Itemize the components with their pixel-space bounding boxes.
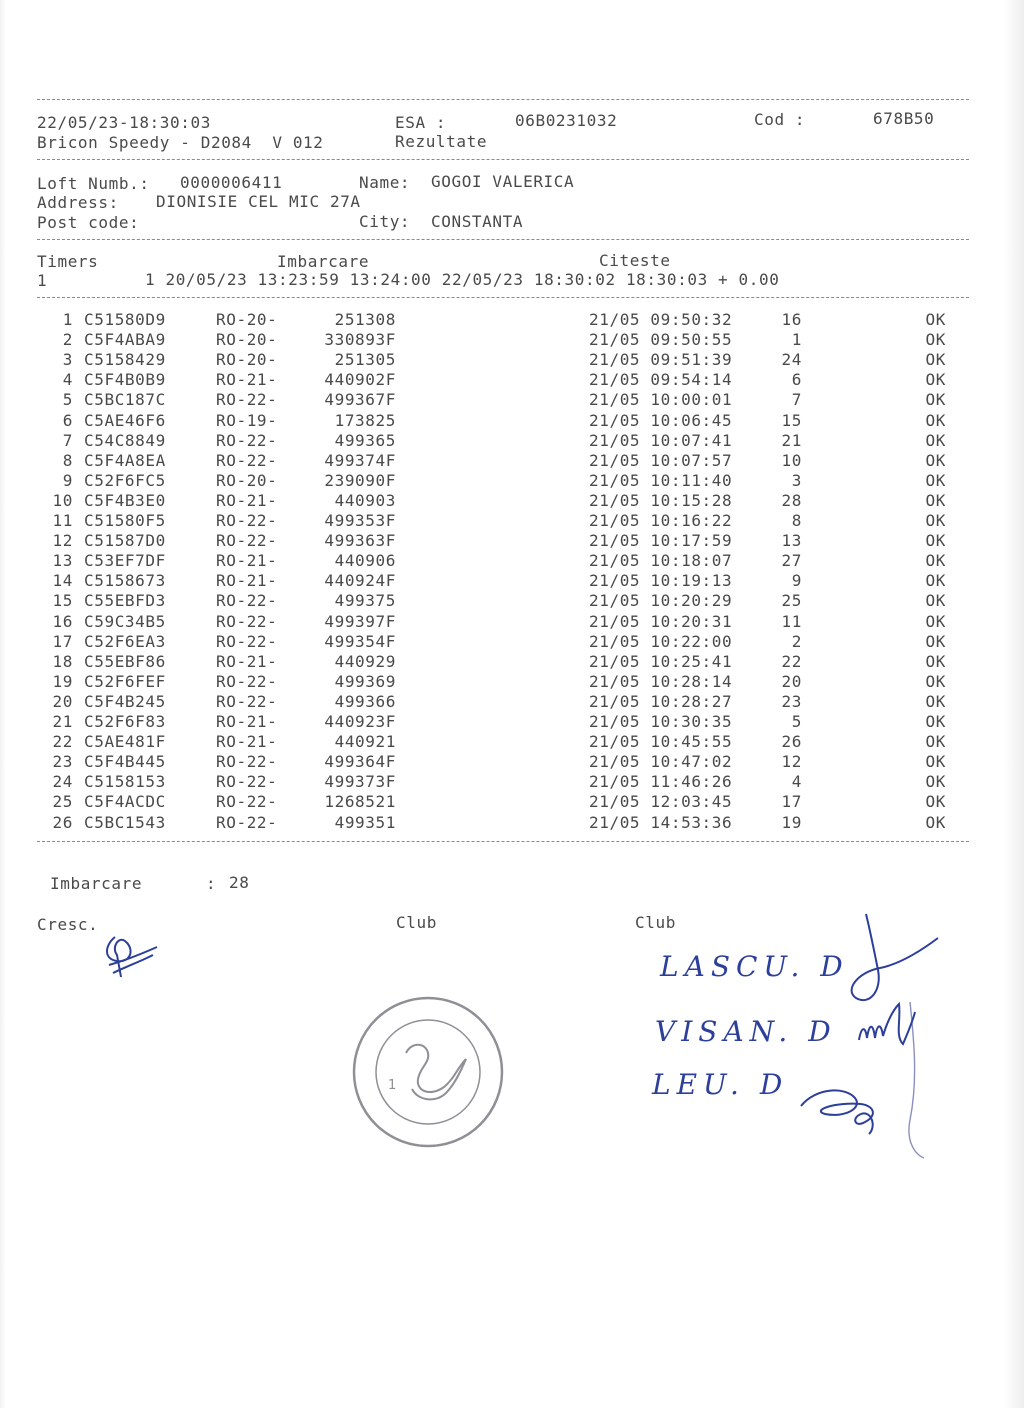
arrival-time: 21/05 10:15:28 bbox=[589, 490, 733, 510]
address-label: Address: bbox=[37, 193, 119, 212]
club-stamp bbox=[348, 993, 508, 1151]
chip-id: C5158673 bbox=[84, 571, 166, 591]
club-label-1: Club bbox=[396, 913, 437, 932]
chip-id: C53EF7DF bbox=[84, 551, 166, 571]
ring-number: 440929 bbox=[334, 651, 396, 671]
row-number: 26 bbox=[52, 812, 73, 832]
cresc-label: Cresc. bbox=[37, 915, 99, 934]
chip-id: C52F6F83 bbox=[84, 712, 166, 731]
row-number: 18 bbox=[52, 651, 73, 671]
status-ok: OK bbox=[925, 712, 946, 731]
imbarcare-header: Imbarcare bbox=[277, 252, 370, 271]
arrival-time: 21/05 10:20:31 bbox=[589, 611, 733, 631]
place: 5 bbox=[791, 712, 802, 731]
row-number: 11 bbox=[52, 511, 73, 530]
ring-number: 251305 bbox=[334, 350, 396, 370]
table-row bbox=[0, 632, 1000, 652]
status-ok: OK bbox=[925, 611, 946, 631]
ring-number: 499354F bbox=[324, 631, 396, 651]
chip-id: C5F4ACDC bbox=[84, 792, 166, 812]
row-number: 25 bbox=[52, 792, 73, 812]
ring-series: RO-21- bbox=[216, 712, 278, 731]
report-title: Rezultate bbox=[395, 132, 488, 151]
loft-value: 0000006411 bbox=[180, 173, 283, 192]
ring-series: RO-22- bbox=[216, 390, 278, 410]
table-row bbox=[0, 531, 1000, 551]
table-row bbox=[0, 752, 1000, 772]
arrival-time: 21/05 10:18:07 bbox=[589, 551, 733, 571]
chip-id: C5158153 bbox=[84, 772, 166, 792]
arrival-time: 21/05 09:51:39 bbox=[589, 350, 733, 370]
arrival-time: 21/05 10:16:22 bbox=[589, 511, 733, 530]
row-number: 20 bbox=[52, 691, 73, 711]
arrival-time: 21/05 09:50:32 bbox=[589, 310, 733, 329]
place: 8 bbox=[791, 511, 802, 530]
ring-number: 440903 bbox=[334, 490, 396, 510]
status-ok: OK bbox=[925, 752, 946, 772]
ring-series: RO-22- bbox=[216, 812, 278, 832]
ring-number: 440902F bbox=[324, 370, 396, 390]
ring-number: 1268521 bbox=[324, 792, 396, 812]
timer-number: 1 bbox=[37, 271, 48, 290]
chip-id: C55EBF86 bbox=[84, 651, 166, 671]
imbarcare-total-value: 28 bbox=[229, 873, 250, 892]
ring-series: RO-22- bbox=[216, 772, 278, 792]
status-ok: OK bbox=[925, 350, 946, 370]
chip-id: C5F4B245 bbox=[84, 691, 166, 711]
arrival-time: 21/05 14:53:36 bbox=[589, 812, 733, 832]
cod-label: Cod : bbox=[754, 110, 806, 129]
ring-series: RO-22- bbox=[216, 691, 278, 711]
place: 17 bbox=[781, 792, 802, 812]
status-ok: OK bbox=[925, 390, 946, 410]
place: 13 bbox=[781, 531, 802, 551]
row-number: 6 bbox=[62, 410, 73, 430]
table-row bbox=[0, 732, 1000, 752]
row-number: 9 bbox=[62, 470, 73, 490]
ring-number: 251308 bbox=[334, 310, 396, 329]
arrival-time: 21/05 10:00:01 bbox=[589, 390, 733, 410]
imbarcare-total-sep: : bbox=[206, 874, 217, 893]
ring-number: 173825 bbox=[334, 410, 396, 430]
status-ok: OK bbox=[925, 370, 946, 390]
row-number: 7 bbox=[62, 430, 73, 450]
table-row bbox=[0, 571, 1000, 591]
status-ok: OK bbox=[925, 511, 946, 530]
place: 16 bbox=[781, 310, 802, 329]
ring-number: 499369 bbox=[334, 671, 396, 691]
arrival-time: 21/05 10:28:27 bbox=[589, 691, 733, 711]
ring-number: 440906 bbox=[334, 551, 396, 571]
row-number: 23 bbox=[52, 752, 73, 772]
row-number: 19 bbox=[52, 671, 73, 691]
table-row bbox=[0, 772, 1000, 792]
club-label-2: Club bbox=[635, 913, 676, 932]
chip-id: C5F4A8EA bbox=[84, 450, 166, 470]
ring-number: 499353F bbox=[324, 511, 396, 530]
row-number: 3 bbox=[62, 350, 73, 370]
row-number: 22 bbox=[52, 732, 73, 752]
ring-number: 499366 bbox=[334, 691, 396, 711]
table-row bbox=[0, 813, 1000, 833]
place: 4 bbox=[791, 772, 802, 792]
status-ok: OK bbox=[925, 430, 946, 450]
place: 12 bbox=[781, 752, 802, 772]
ring-series: RO-21- bbox=[216, 732, 278, 752]
ring-series: RO-22- bbox=[216, 591, 278, 611]
ring-series: RO-22- bbox=[216, 611, 278, 631]
timers-label: Timers bbox=[37, 252, 99, 271]
place: 3 bbox=[791, 470, 802, 490]
ring-number: 499375 bbox=[334, 591, 396, 611]
chip-id: C5F4B0B9 bbox=[84, 370, 166, 390]
place: 11 bbox=[781, 611, 802, 631]
row-number: 5 bbox=[62, 390, 73, 410]
device-info: Bricon Speedy - D2084 V 012 bbox=[37, 133, 324, 152]
citeste-header: Citeste bbox=[599, 251, 671, 270]
city-label: City: bbox=[359, 212, 411, 231]
chip-id: C59C34B5 bbox=[84, 611, 166, 631]
ring-number: 499397F bbox=[324, 611, 396, 631]
chip-id: C52F6FEF bbox=[84, 671, 166, 691]
place: 20 bbox=[781, 671, 802, 691]
handwritten-name-1: LASCU. D bbox=[660, 950, 849, 983]
place: 19 bbox=[781, 812, 802, 832]
table-row bbox=[0, 551, 1000, 571]
status-ok: OK bbox=[925, 310, 946, 329]
ring-series: RO-22- bbox=[216, 752, 278, 772]
separator-line bbox=[37, 239, 969, 240]
ring-number: 440924F bbox=[324, 571, 396, 591]
place: 6 bbox=[791, 370, 802, 390]
row-number: 24 bbox=[52, 772, 73, 792]
ring-series: RO-22- bbox=[216, 511, 278, 530]
chip-id: C51580D9 bbox=[84, 310, 166, 329]
status-ok: OK bbox=[925, 470, 946, 490]
stamp-number: 1 bbox=[388, 1078, 397, 1093]
arrival-time: 21/05 10:17:59 bbox=[589, 531, 733, 551]
status-ok: OK bbox=[925, 591, 946, 611]
chip-id: C5F4ABA9 bbox=[84, 330, 166, 350]
arrival-time: 21/05 10:45:55 bbox=[589, 732, 733, 752]
ring-number: 499373F bbox=[324, 772, 396, 792]
chip-id: C55EBFD3 bbox=[84, 591, 166, 611]
status-ok: OK bbox=[925, 732, 946, 752]
esa-value: 06B0231032 bbox=[515, 111, 618, 130]
timer-line: 1 20/05/23 13:23:59 13:24:00 22/05/23 18:30:02 18:30:03 + 0.00 bbox=[145, 270, 780, 289]
row-number: 16 bbox=[52, 611, 73, 631]
ring-number: 499367F bbox=[324, 390, 396, 410]
ring-series: RO-20- bbox=[216, 310, 278, 329]
place: 24 bbox=[781, 350, 802, 370]
ring-number: 499363F bbox=[324, 531, 396, 551]
name-label: Name: bbox=[359, 173, 411, 192]
ring-number: 499365 bbox=[334, 430, 396, 450]
place: 28 bbox=[781, 490, 802, 510]
row-number: 15 bbox=[52, 591, 73, 611]
ring-series: RO-22- bbox=[216, 531, 278, 551]
place: 10 bbox=[781, 450, 802, 470]
row-number: 8 bbox=[62, 450, 73, 470]
name-value: GOGOI VALERICA bbox=[431, 172, 575, 191]
ring-series: RO-20- bbox=[216, 330, 278, 350]
ring-series: RO-20- bbox=[216, 470, 278, 490]
arrival-time: 21/05 10:47:02 bbox=[589, 752, 733, 772]
chip-id: C5158429 bbox=[84, 350, 166, 370]
chip-id: C5AE481F bbox=[84, 732, 166, 752]
address-value: DIONISIE CEL MIC 27A bbox=[156, 192, 361, 211]
status-ok: OK bbox=[925, 531, 946, 551]
row-number: 12 bbox=[52, 531, 73, 551]
chip-id: C5BC1543 bbox=[84, 812, 166, 832]
esa-label: ESA : bbox=[395, 113, 447, 132]
loft-label: Loft Numb.: bbox=[37, 174, 150, 193]
club-signature-2 bbox=[855, 1000, 925, 1060]
arrival-time: 21/05 10:19:13 bbox=[589, 571, 733, 591]
breeder-signature bbox=[95, 925, 165, 985]
chip-id: C51580F5 bbox=[84, 511, 166, 530]
status-ok: OK bbox=[925, 330, 946, 350]
arrival-time: 21/05 11:46:26 bbox=[589, 772, 733, 792]
place: 15 bbox=[781, 410, 802, 430]
place: 9 bbox=[791, 571, 802, 591]
ring-series: RO-20- bbox=[216, 350, 278, 370]
separator-line bbox=[37, 99, 969, 100]
arrival-time: 21/05 10:30:35 bbox=[589, 712, 733, 731]
page-edge-right bbox=[1004, 0, 1024, 1408]
status-ok: OK bbox=[925, 490, 946, 510]
table-row bbox=[0, 310, 1000, 330]
ring-series: RO-22- bbox=[216, 430, 278, 450]
place: 26 bbox=[781, 732, 802, 752]
arrival-time: 21/05 10:06:45 bbox=[589, 410, 733, 430]
chip-id: C54C8849 bbox=[84, 430, 166, 450]
status-ok: OK bbox=[925, 410, 946, 430]
arrival-time: 21/05 12:03:45 bbox=[589, 792, 733, 812]
arrival-time: 21/05 10:22:00 bbox=[589, 631, 733, 651]
postcode-label: Post code: bbox=[37, 213, 140, 232]
ring-number: 499374F bbox=[324, 450, 396, 470]
chip-id: C52F6EA3 bbox=[84, 631, 166, 651]
ring-series: RO-22- bbox=[216, 792, 278, 812]
status-ok: OK bbox=[925, 571, 946, 591]
place: 22 bbox=[781, 651, 802, 671]
ring-series: RO-21- bbox=[216, 490, 278, 510]
place: 23 bbox=[781, 691, 802, 711]
chip-id: C5F4B445 bbox=[84, 752, 166, 772]
ring-series: RO-21- bbox=[216, 370, 278, 390]
status-ok: OK bbox=[925, 792, 946, 812]
table-row bbox=[0, 411, 1000, 431]
place: 1 bbox=[791, 330, 802, 350]
separator-line bbox=[37, 159, 969, 160]
place: 27 bbox=[781, 551, 802, 571]
handwritten-name-2: VISAN. D bbox=[655, 1015, 837, 1048]
row-number: 14 bbox=[52, 571, 73, 591]
status-ok: OK bbox=[925, 812, 946, 832]
table-row bbox=[0, 612, 1000, 632]
place: 7 bbox=[791, 390, 802, 410]
table-row bbox=[0, 491, 1000, 511]
city-value: CONSTANTA bbox=[431, 212, 524, 231]
ring-number: 239090F bbox=[324, 470, 396, 490]
arrival-time: 21/05 10:11:40 bbox=[589, 470, 733, 490]
separator-line bbox=[37, 297, 969, 298]
status-ok: OK bbox=[925, 671, 946, 691]
table-row bbox=[0, 330, 1000, 350]
chip-id: C52F6FC5 bbox=[84, 470, 166, 490]
row-number: 1 bbox=[62, 310, 73, 329]
arrival-time: 21/05 10:20:29 bbox=[589, 591, 733, 611]
table-row bbox=[0, 511, 1000, 531]
separator-line bbox=[37, 841, 969, 842]
status-ok: OK bbox=[925, 772, 946, 792]
table-row bbox=[0, 471, 1000, 491]
status-ok: OK bbox=[925, 651, 946, 671]
chip-id: C51587D0 bbox=[84, 531, 166, 551]
ring-number: 330893F bbox=[324, 330, 396, 350]
arrival-time: 21/05 10:25:41 bbox=[589, 651, 733, 671]
table-row bbox=[0, 712, 1000, 732]
row-number: 17 bbox=[52, 631, 73, 651]
row-number: 13 bbox=[52, 551, 73, 571]
table-row bbox=[0, 591, 1000, 611]
table-row bbox=[0, 370, 1000, 390]
place: 2 bbox=[791, 631, 802, 651]
club-signature-3 bbox=[795, 1078, 895, 1138]
chip-id: C5BC187C bbox=[84, 390, 166, 410]
ring-number: 499351 bbox=[334, 812, 396, 832]
table-row bbox=[0, 792, 1000, 812]
row-number: 4 bbox=[62, 370, 73, 390]
ring-number: 440921 bbox=[334, 732, 396, 752]
place: 21 bbox=[781, 430, 802, 450]
table-row bbox=[0, 451, 1000, 471]
status-ok: OK bbox=[925, 450, 946, 470]
place: 25 bbox=[781, 591, 802, 611]
arrival-time: 21/05 10:28:14 bbox=[589, 671, 733, 691]
report-datetime: 22/05/23-18:30:03 bbox=[37, 113, 211, 132]
ring-series: RO-21- bbox=[216, 651, 278, 671]
arrival-time: 21/05 10:07:57 bbox=[589, 450, 733, 470]
status-ok: OK bbox=[925, 551, 946, 571]
imbarcare-total-label: Imbarcare bbox=[50, 874, 143, 893]
ring-number: 440923F bbox=[324, 712, 396, 731]
ring-series: RO-21- bbox=[216, 571, 278, 591]
table-row bbox=[0, 390, 1000, 410]
table-row bbox=[0, 652, 1000, 672]
cod-value: 678B50 bbox=[873, 109, 935, 128]
status-ok: OK bbox=[925, 691, 946, 711]
ring-series: RO-22- bbox=[216, 450, 278, 470]
arrival-time: 21/05 10:07:41 bbox=[589, 430, 733, 450]
table-row bbox=[0, 692, 1000, 712]
ring-series: RO-19- bbox=[216, 410, 278, 430]
table-row bbox=[0, 672, 1000, 692]
ring-series: RO-22- bbox=[216, 631, 278, 651]
chip-id: C5AE46F6 bbox=[84, 410, 166, 430]
chip-id: C5F4B3E0 bbox=[84, 490, 166, 510]
ring-number: 499364F bbox=[324, 752, 396, 772]
table-row bbox=[0, 431, 1000, 451]
ring-series: RO-22- bbox=[216, 671, 278, 691]
table-row bbox=[0, 350, 1000, 370]
row-number: 21 bbox=[52, 712, 73, 731]
ring-series: RO-21- bbox=[216, 551, 278, 571]
row-number: 2 bbox=[62, 330, 73, 350]
status-ok: OK bbox=[925, 631, 946, 651]
row-number: 10 bbox=[52, 490, 73, 510]
handwritten-name-3: LEU. D bbox=[652, 1068, 789, 1101]
arrival-time: 21/05 09:54:14 bbox=[589, 370, 733, 390]
arrival-time: 21/05 09:50:55 bbox=[589, 330, 733, 350]
